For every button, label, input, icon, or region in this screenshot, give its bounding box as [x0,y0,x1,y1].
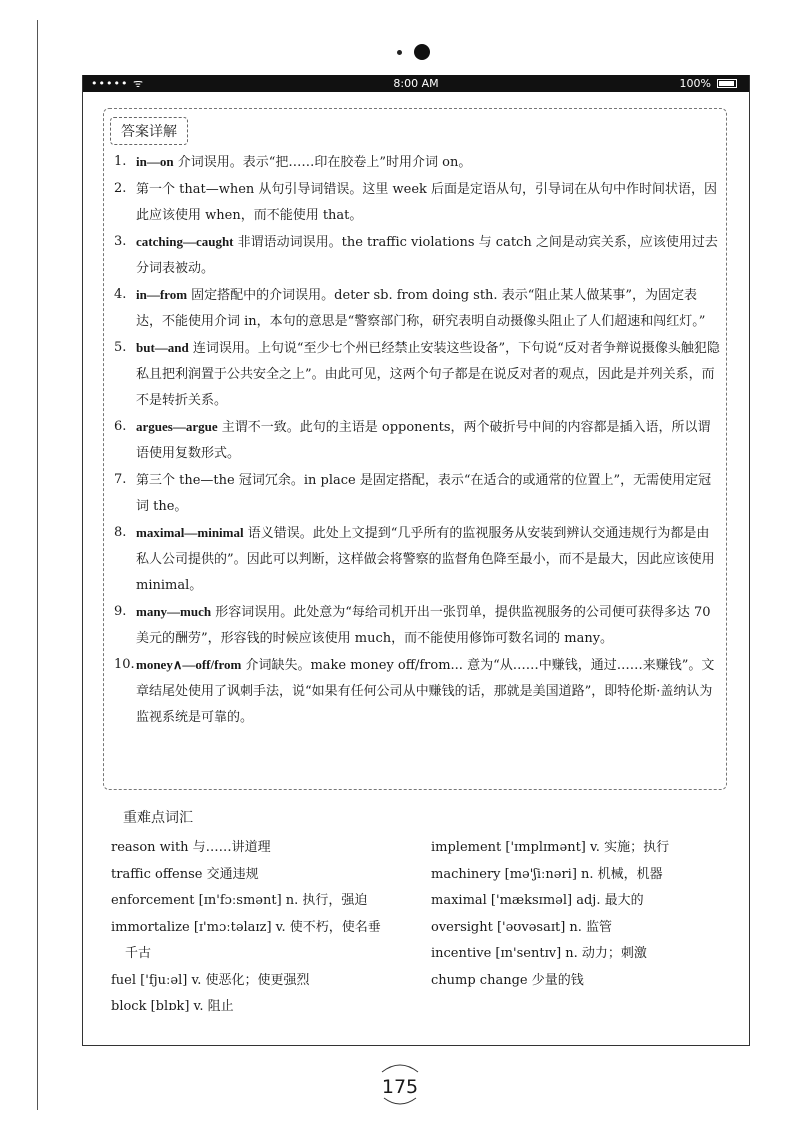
battery-icon [717,79,737,88]
device-screen [82,75,750,1046]
vocab-item: implement ['ɪmplɪmənt] v. 实施；执行 [431,840,670,855]
sensor-dot-icon [397,50,402,55]
answer-list [114,149,720,731]
answer-item: 1. in—on 介词误用。表示“把……印在胶卷上”时用介词 on。 [114,154,472,170]
vocab-item: incentive [ɪn'sentɪv] n. 动力；刺激 [431,946,647,961]
vocab-item: block [blɒk] v. 阻止 [111,999,234,1014]
answer-item: 9. many—much 形容词误用。此处意为“每给司机开出一张罚单，提供监视服务的公司便可获得多达 70 美元的酬劳”，形容钱的时候应该使用 much，而不能使用修饰可数名词的 many。 [114,604,711,646]
signal-icon: ••••• ᯤ [91,77,144,90]
section-title: 答案详解 [110,117,188,145]
page-number-text: 175 [381,1076,419,1098]
binding-line [37,20,38,1110]
vocab-item: immortalize [ɪ'mɔːtəlaɪz] v. 使不朽，使名垂 [111,919,381,935]
camera-icon [414,44,430,60]
vocab-item: fuel ['fjuːəl] v. 使恶化；使更强烈 [111,972,310,988]
vocab-title: 重难点词汇 [123,810,193,826]
page-number [370,1058,430,1108]
vocab-item: traffic offense 交通违规 [111,866,259,882]
vocab-item: chump change 少量的钱 [431,972,584,988]
vocab-item: reason with 与……讲道理 [111,840,271,855]
answer-item: 2. 第一个 that—when 从句引导词错误。这里 week 后面是定语从句，引导词在从句中作时间状语，因此应该使用 when，而不能使用 that。 [114,181,718,223]
vocab-item: machinery [mə'ʃiːnəri] n. 机械，机器 [431,866,663,882]
answer-item: 6. argues—argue 主谓不一致。此句的主语是 opponents，两个破折号中间的内容都是插入语，所以谓语使用复数形式。 [114,419,711,461]
answer-item: 8. maximal—minimal 语义错误。此处上文提到“几乎所有的监视服务从安装到辨认交通违规行为都是由私人公司提供的”。因此可以判断，这样做会将警察的监督角色降至最小，而不是最大，因此应该使用 minimal。 [114,525,715,593]
vocab-item: enforcement [ɪn'fɔːsmənt] n. 执行，强迫 [111,893,368,908]
answer-item: 10. money∧—off/from 介词缺失。make money off/from... 意为“从……中赚钱，通过……来赚钱”。文章结尾处使用了讽刺手法，说“如果有任何公司从中赚钱的话，那就是美国道路”，即特伦斯·盖纳认为监视系统是可靠的。 [114,657,715,725]
vocab-item: maximal ['mæksɪməl] adj. 最大的 [431,893,644,908]
answer-item: 4. in—from 固定搭配中的介词误用。deter sb. from doing sth. 表示“阻止某人做某事”，为固定表达，不能使用介词 in，本句的意思是“警察部门称，研究表明自动摄像头阻止了人们超速和闯红灯。” [114,287,706,329]
answer-item: 5. but—and 连词误用。上句说“至少七个州已经禁止安装这些设备”，下句说“反对者争辩说摄像头触犯隐私且把利润置于公共安全之上”。由此可见，这两个句子都是在说反对者的观点，因此是并列关系，而不是转折关系。 [114,340,720,408]
vocab-list-right [431,835,731,994]
vocab-item: oversight ['əʊvəsaɪt] n. 监管 [431,919,613,935]
battery-percent: 100% [679,77,711,90]
status-time: 8:00 AM [393,77,439,90]
camera-dots [392,42,432,62]
vocab-item: 千古 [125,946,152,961]
answer-item: 3. catching—caught 非谓语动词误用。the traffic violations 与 catch 之间是动宾关系，应该使用过去分词表被动。 [114,234,718,276]
status-bar [83,75,749,92]
answer-explanation-box [103,108,727,790]
vocab-list-left [111,835,411,1021]
answer-item: 7. 第三个 the—the 冠词冗余。in place 是固定搭配，表示“在适合的或通常的位置上”，无需使用定冠词 the。 [114,472,712,514]
